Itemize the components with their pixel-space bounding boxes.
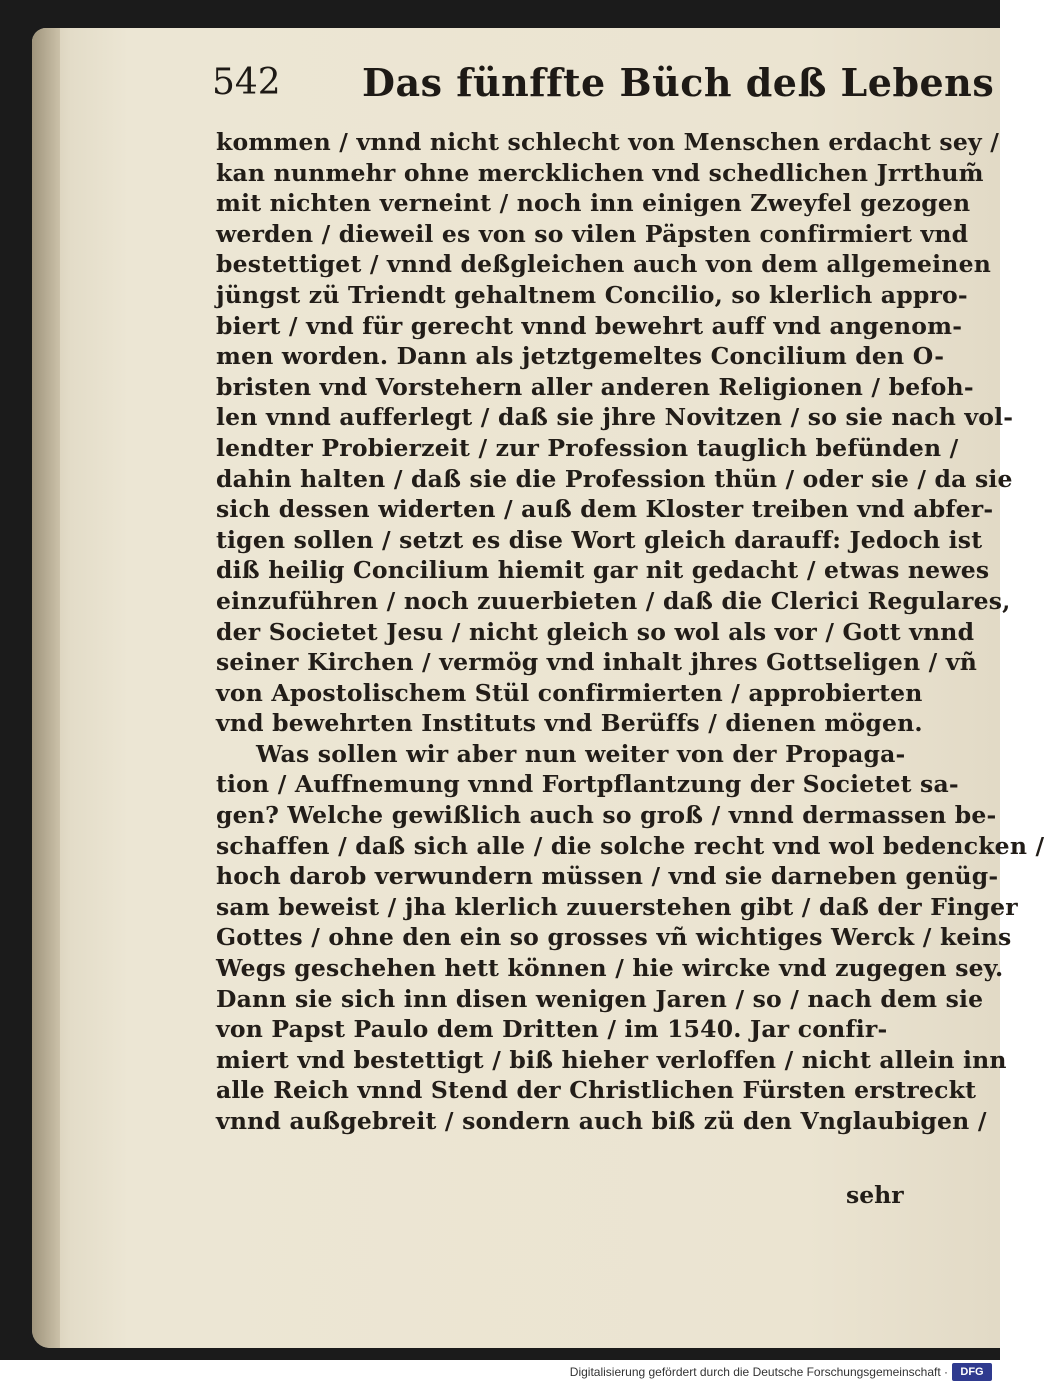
text-line: len vnnd aufferlegt / daß sie jhre Novitzen / so sie nach vol-	[216, 403, 1014, 432]
body-text	[216, 127, 1044, 1137]
text-line: dahin halten / daß sie die Profession thün / oder sie / da sie	[216, 464, 1013, 493]
text-line: tigen sollen / setzt es dise Wort gleich darauff: Jedoch ist	[216, 525, 983, 554]
text-line: von Papst Paulo dem Dritten / im 1540. Jar confir-	[216, 1015, 888, 1044]
text-line: kommen / vnnd nicht schlecht von Menschen erdacht sey /	[216, 128, 1000, 156]
running-title: Das fünffte Büch deß Lebens	[362, 60, 995, 105]
text-line: von Apostolischem Stül confirmierten / approbierten	[216, 678, 923, 707]
text-line: gen? Welche gewißlich auch so groß / vnnd dermassen be-	[216, 801, 997, 830]
text-line: einzuführen / noch zuuerbieten / daß die Clerici Regulares,	[216, 586, 1011, 615]
text-line: diß heilig Concilium hiemit gar nit gedacht / etwas newes	[216, 556, 990, 585]
text-line: hoch darob verwundern müssen / vnd sie darneben genüg-	[216, 862, 999, 891]
text-line: bristen vnd Vorstehern aller anderen Religionen / befoh-	[216, 372, 974, 401]
text-line: miert vnd bestettigt / biß hieher verloffen / nicht allein inn	[216, 1045, 1007, 1074]
text-line: men worden. Dann als jetztgemeltes Concilium den O-	[216, 342, 945, 371]
paragraph-start-line: Was sollen wir aber nun weiter von der Propaga-	[256, 739, 906, 768]
text-line: sich dessen widerten / auß dem Kloster treiben vnd abfer-	[216, 495, 994, 524]
text-line: bestettiget / vnnd deßgleichen auch von dem allgemeinen	[216, 250, 992, 279]
text-line: werden / dieweil es von so vilen Päpsten confirmiert vnd	[216, 219, 969, 248]
text-line: der Societet Jesu / nicht gleich so wol als vor / Gott vnnd	[216, 617, 975, 646]
text-line: biert / vnd für gerecht vnnd bewehrt auff vnd angenom-	[216, 311, 963, 340]
catchword: sehr	[846, 1181, 904, 1209]
text-line: mit nichten verneint / noch inn einigen Zweyfel gezogen	[216, 189, 971, 218]
text-line: vnd bewehrten Instituts vnd Berüffs / dienen mögen.	[216, 709, 923, 738]
text-line: Gottes / ohne den ein so grosses vñ wichtiges Werck / keins	[216, 923, 1012, 952]
text-line: schaffen / daß sich alle / die solche recht vnd wol bedencken /	[216, 831, 1044, 860]
funding-credit: Digitalisierung gefördert durch die Deutsche Forschungsgemeinschaft ·	[569, 1365, 948, 1379]
text-line: kan nunmehr ohne mercklichen vnd schedlichen Jrrthum̃	[216, 158, 984, 187]
text-line: Wegs geschehen hett können / hie wircke vnd zugegen sey.	[216, 954, 1004, 983]
page-gutter	[32, 28, 60, 1348]
text-line: Dann sie sich inn disen wenigen Jaren / so / nach dem sie	[216, 984, 984, 1013]
text-line: jüngst zü Triendt gehaltnem Concilio, so klerlich appro-	[216, 280, 968, 309]
page-number: 542	[212, 62, 281, 103]
text-line: vnnd außgebreit / sondern auch biß zü den Vnglaubigen /	[216, 1107, 987, 1135]
text-line: tion / Auffnemung vnnd Fortpflantzung der Societet sa-	[216, 770, 959, 799]
text-line: alle Reich vnnd Stend der Christlichen Fürsten erstreckt	[216, 1076, 977, 1105]
dfg-logo: DFG	[952, 1363, 992, 1381]
footer-bar	[0, 1360, 1000, 1387]
text-line: seiner Kirchen / vermög vnd inhalt jhres Gottseligen / vñ	[216, 648, 977, 677]
page-header	[212, 56, 995, 116]
text-line: sam beweist / jha klerlich zuuerstehen gibt / daß der Finger	[216, 892, 1018, 921]
text-line: lendter Probierzeit / zur Profession tauglich befünden /	[216, 433, 959, 462]
